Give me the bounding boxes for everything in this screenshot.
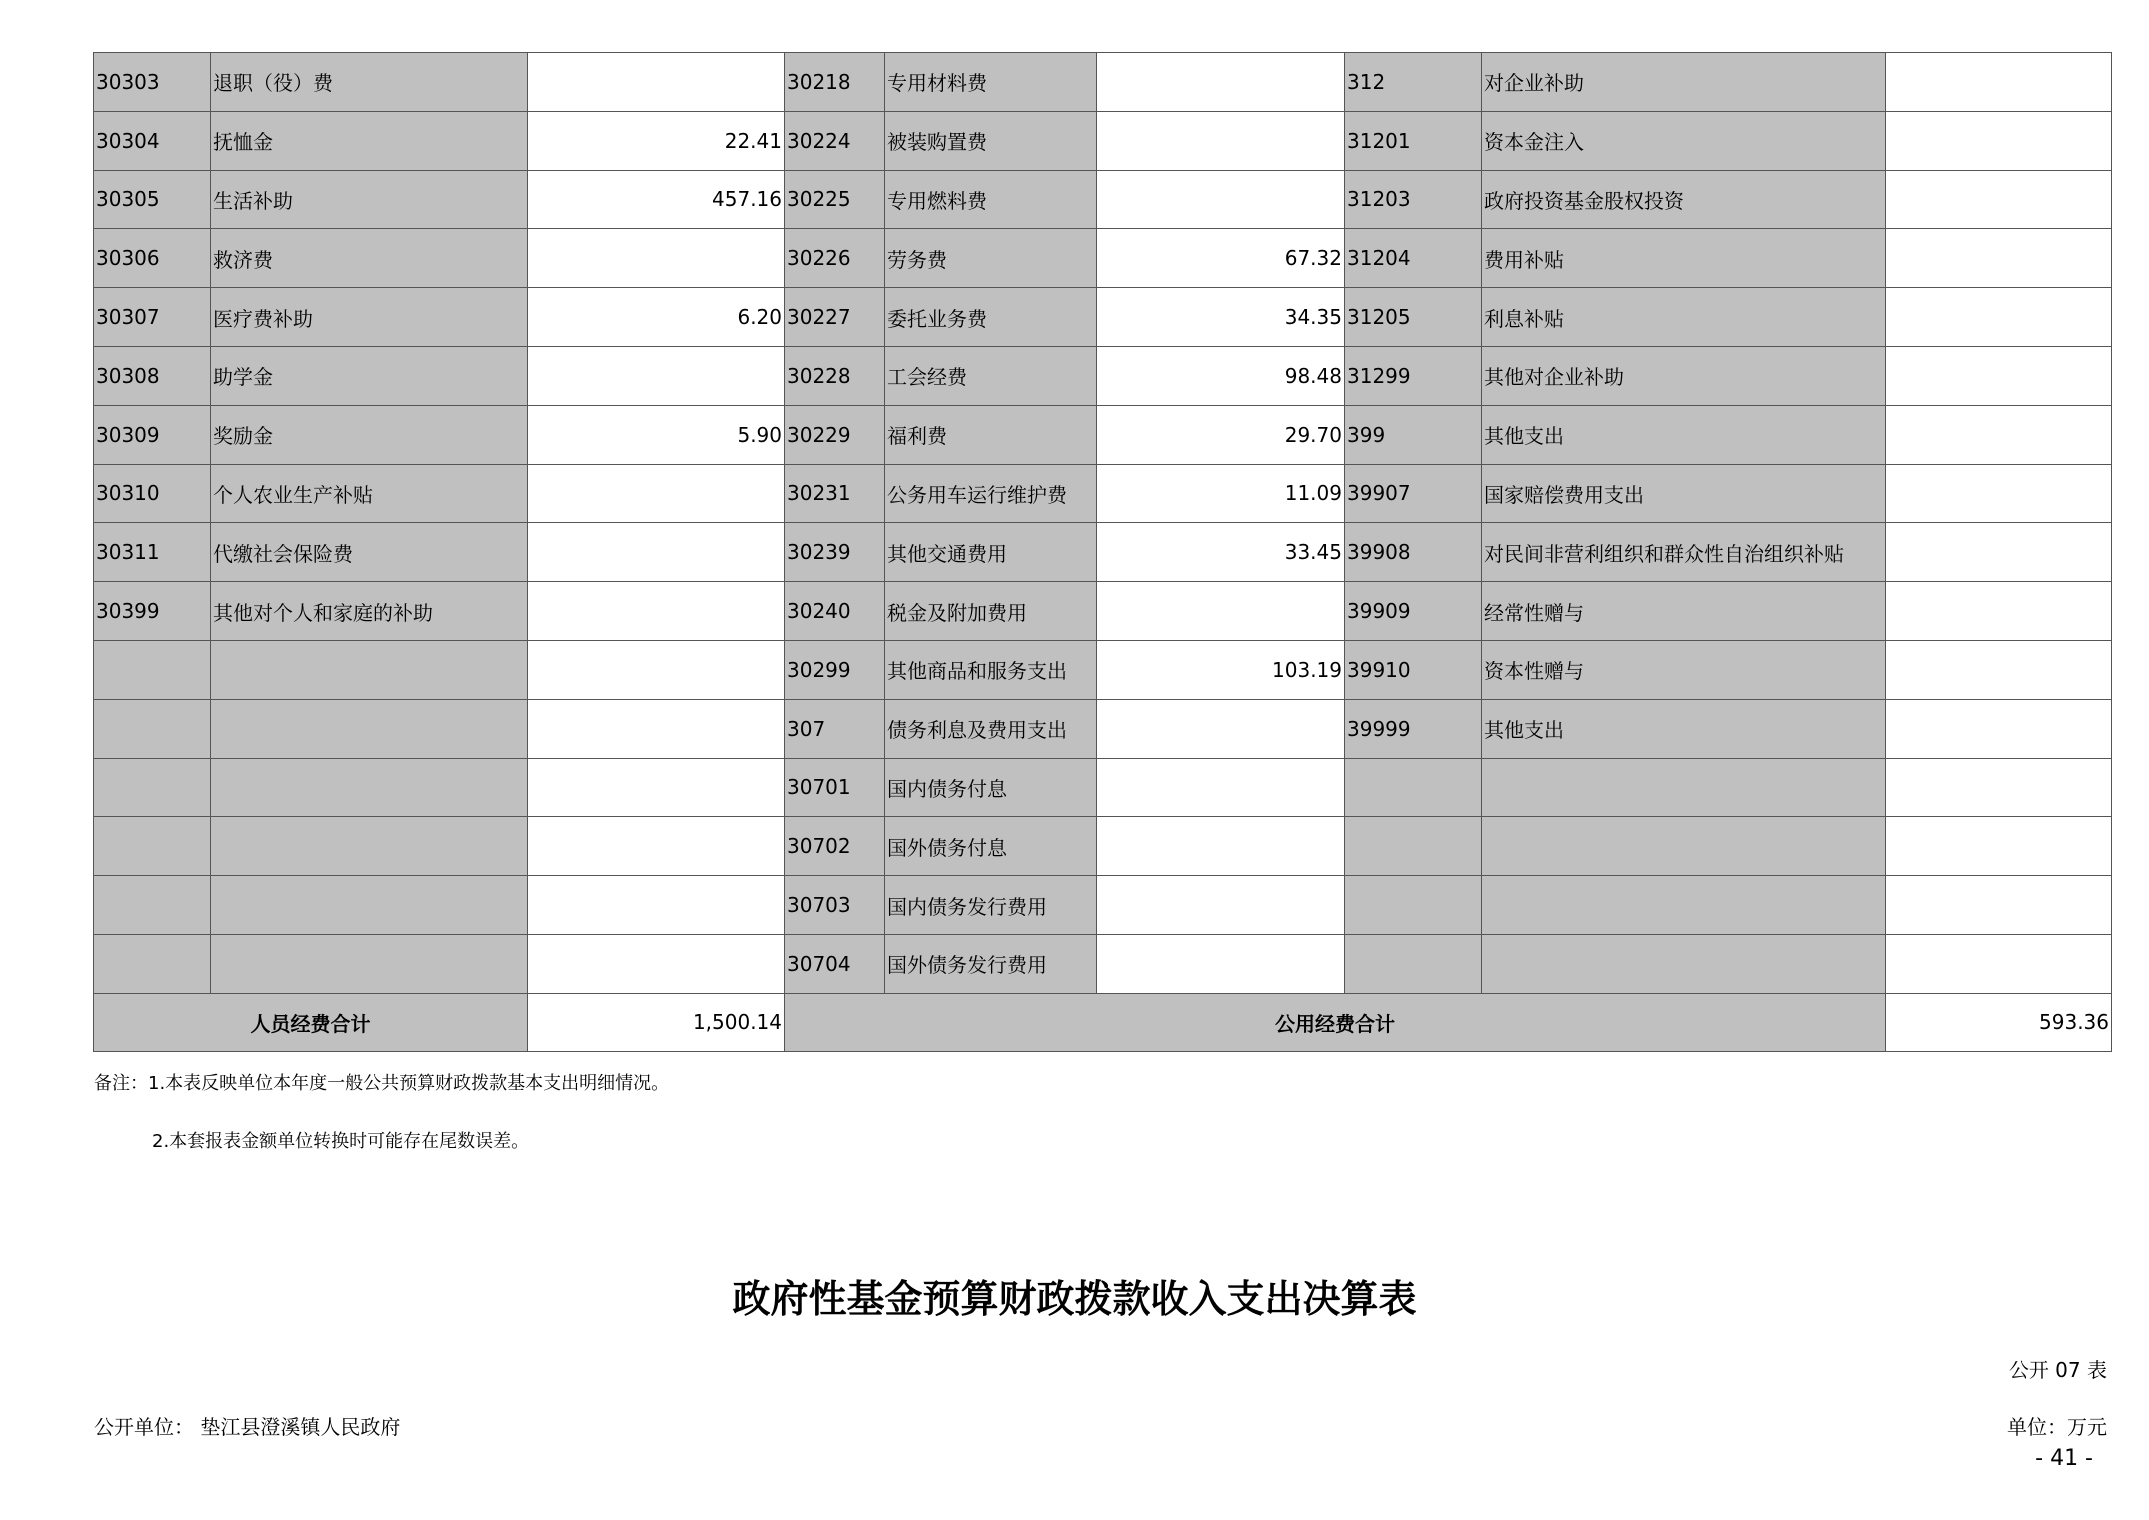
amount-1-cell xyxy=(528,53,785,112)
code-2-cell: 30702 xyxy=(785,817,885,876)
page-number: - 41 - xyxy=(2035,1446,2093,1471)
name-1-cell xyxy=(211,934,528,993)
code-1-cell: 30311 xyxy=(94,523,211,582)
name-2-cell: 其他商品和服务支出 xyxy=(885,640,1097,699)
amount-3-cell xyxy=(1886,758,2112,817)
amount-3-cell xyxy=(1886,229,2112,288)
name-1-cell: 抚恤金 xyxy=(211,111,528,170)
code-2-cell: 307 xyxy=(785,699,885,758)
amount-1-cell xyxy=(528,523,785,582)
code-3-cell: 31204 xyxy=(1345,229,1482,288)
amount-1-cell xyxy=(528,464,785,523)
code-1-cell xyxy=(94,876,211,935)
note-line-1: 备注：1.本表反映单位本年度一般公共预算财政拨款基本支出明细情况。 xyxy=(94,1073,670,1094)
code-3-cell: 39907 xyxy=(1345,464,1482,523)
amount-2-cell: 103.19 xyxy=(1097,640,1345,699)
code-3-cell: 39910 xyxy=(1345,640,1482,699)
table-row xyxy=(94,817,2112,876)
name-1-cell xyxy=(211,758,528,817)
amount-3-cell xyxy=(1886,464,2112,523)
table-row xyxy=(94,758,2112,817)
table-row xyxy=(94,464,2112,523)
name-3-cell: 其他支出 xyxy=(1482,405,1886,464)
code-3-cell xyxy=(1345,817,1482,876)
name-2-cell: 国内债务发行费用 xyxy=(885,876,1097,935)
amount-1-cell xyxy=(528,699,785,758)
amount-1-cell xyxy=(528,229,785,288)
code-3-cell xyxy=(1345,876,1482,935)
name-2-cell: 福利费 xyxy=(885,405,1097,464)
name-3-cell xyxy=(1482,934,1886,993)
code-1-cell: 30310 xyxy=(94,464,211,523)
amount-3-cell xyxy=(1886,817,2112,876)
code-1-cell: 30306 xyxy=(94,229,211,288)
amount-2-cell xyxy=(1097,934,1345,993)
name-2-cell: 其他交通费用 xyxy=(885,523,1097,582)
code-3-cell: 39999 xyxy=(1345,699,1482,758)
amount-2-cell: 98.48 xyxy=(1097,346,1345,405)
amount-3-cell xyxy=(1886,53,2112,112)
name-3-cell xyxy=(1482,876,1886,935)
name-2-cell: 劳务费 xyxy=(885,229,1097,288)
name-3-cell: 其他支出 xyxy=(1482,699,1886,758)
code-2-cell: 30231 xyxy=(785,464,885,523)
name-2-cell: 被装购置费 xyxy=(885,111,1097,170)
amount-1-cell: 457.16 xyxy=(528,170,785,229)
code-3-cell: 31201 xyxy=(1345,111,1482,170)
name-1-cell: 医疗费补助 xyxy=(211,288,528,347)
amount-1-cell xyxy=(528,817,785,876)
amount-1-cell xyxy=(528,346,785,405)
amount-3-cell xyxy=(1886,405,2112,464)
public-total-label: 公用经费合计 xyxy=(785,993,1886,1051)
amount-2-cell xyxy=(1097,817,1345,876)
amount-1-cell xyxy=(528,934,785,993)
code-3-cell: 31205 xyxy=(1345,288,1482,347)
code-1-cell: 30303 xyxy=(94,53,211,112)
amount-3-cell xyxy=(1886,346,2112,405)
name-3-cell: 对民间非营利组织和群众性自治组织补贴 xyxy=(1482,523,1886,582)
code-2-cell: 30703 xyxy=(785,876,885,935)
name-1-cell xyxy=(211,876,528,935)
amount-3-cell xyxy=(1886,523,2112,582)
code-3-cell: 399 xyxy=(1345,405,1482,464)
name-2-cell: 国外债务发行费用 xyxy=(885,934,1097,993)
currency-unit: 单位：万元 xyxy=(2007,1415,2107,1439)
amount-2-cell xyxy=(1097,170,1345,229)
name-3-cell: 其他对企业补助 xyxy=(1482,346,1886,405)
name-2-cell: 债务利息及费用支出 xyxy=(885,699,1097,758)
name-3-cell: 经常性赠与 xyxy=(1482,582,1886,641)
table-row xyxy=(94,934,2112,993)
amount-3-cell xyxy=(1886,582,2112,641)
code-1-cell xyxy=(94,758,211,817)
name-3-cell xyxy=(1482,758,1886,817)
amount-2-cell xyxy=(1097,699,1345,758)
table-row xyxy=(94,523,2112,582)
name-2-cell: 国内债务付息 xyxy=(885,758,1097,817)
amount-1-cell xyxy=(528,582,785,641)
amount-2-cell: 34.35 xyxy=(1097,288,1345,347)
name-3-cell: 资本金注入 xyxy=(1482,111,1886,170)
code-2-cell: 30224 xyxy=(785,111,885,170)
amount-2-cell xyxy=(1097,582,1345,641)
personnel-total-value: 1,500.14 xyxy=(528,993,785,1051)
amount-3-cell xyxy=(1886,288,2112,347)
name-1-cell: 退职（役）费 xyxy=(211,53,528,112)
code-3-cell: 39909 xyxy=(1345,582,1482,641)
name-2-cell: 公务用车运行维护费 xyxy=(885,464,1097,523)
code-3-cell xyxy=(1345,934,1482,993)
name-2-cell: 工会经费 xyxy=(885,346,1097,405)
code-1-cell: 30304 xyxy=(94,111,211,170)
amount-1-cell: 5.90 xyxy=(528,405,785,464)
table-row xyxy=(94,288,2112,347)
amount-2-cell: 33.45 xyxy=(1097,523,1345,582)
table-row xyxy=(94,699,2112,758)
code-2-cell: 30299 xyxy=(785,640,885,699)
amount-2-cell xyxy=(1097,758,1345,817)
amount-1-cell xyxy=(528,876,785,935)
code-1-cell xyxy=(94,817,211,876)
code-3-cell: 31299 xyxy=(1345,346,1482,405)
expenditure-detail-table xyxy=(93,52,2112,1052)
amount-2-cell xyxy=(1097,876,1345,935)
note-line-2: 2.本套报表金额单位转换时可能存在尾数误差。 xyxy=(152,1131,530,1152)
amount-1-cell: 22.41 xyxy=(528,111,785,170)
name-3-cell xyxy=(1482,817,1886,876)
table-row xyxy=(94,53,2112,112)
amount-3-cell xyxy=(1886,934,2112,993)
amount-2-cell xyxy=(1097,53,1345,112)
table-row xyxy=(94,170,2112,229)
table-row xyxy=(94,346,2112,405)
amount-3-cell xyxy=(1886,170,2112,229)
amount-2-cell: 29.70 xyxy=(1097,405,1345,464)
name-1-cell xyxy=(211,640,528,699)
table-row xyxy=(94,405,2112,464)
name-1-cell xyxy=(211,699,528,758)
amount-1-cell: 6.20 xyxy=(528,288,785,347)
amount-2-cell: 67.32 xyxy=(1097,229,1345,288)
name-1-cell: 生活补助 xyxy=(211,170,528,229)
table-row xyxy=(94,229,2112,288)
reporting-unit: 公开单位： 垫江县澄溪镇人民政府 xyxy=(94,1415,401,1439)
table-row xyxy=(94,582,2112,641)
amount-3-cell xyxy=(1886,111,2112,170)
name-3-cell: 国家赔偿费用支出 xyxy=(1482,464,1886,523)
code-2-cell: 30704 xyxy=(785,934,885,993)
code-1-cell xyxy=(94,934,211,993)
totals-row xyxy=(94,993,2112,1051)
name-2-cell: 委托业务费 xyxy=(885,288,1097,347)
name-1-cell: 奖励金 xyxy=(211,405,528,464)
name-3-cell: 费用补贴 xyxy=(1482,229,1886,288)
code-1-cell: 30307 xyxy=(94,288,211,347)
amount-2-cell: 11.09 xyxy=(1097,464,1345,523)
name-1-cell: 代缴社会保险费 xyxy=(211,523,528,582)
name-1-cell: 其他对个人和家庭的补助 xyxy=(211,582,528,641)
public-total-value: 593.36 xyxy=(1886,993,2112,1051)
next-table-title: 政府性基金预算财政拨款收入支出决算表 xyxy=(732,1277,1417,1321)
code-3-cell: 312 xyxy=(1345,53,1482,112)
code-2-cell: 30225 xyxy=(785,170,885,229)
code-2-cell: 30226 xyxy=(785,229,885,288)
code-1-cell: 30399 xyxy=(94,582,211,641)
amount-3-cell xyxy=(1886,876,2112,935)
form-number: 公开 07 表 xyxy=(2008,1358,2107,1382)
name-3-cell: 资本性赠与 xyxy=(1482,640,1886,699)
code-2-cell: 30218 xyxy=(785,53,885,112)
name-3-cell: 对企业补助 xyxy=(1482,53,1886,112)
name-1-cell: 救济费 xyxy=(211,229,528,288)
name-2-cell: 国外债务付息 xyxy=(885,817,1097,876)
name-2-cell: 专用燃料费 xyxy=(885,170,1097,229)
name-3-cell: 利息补贴 xyxy=(1482,288,1886,347)
amount-2-cell xyxy=(1097,111,1345,170)
code-1-cell: 30305 xyxy=(94,170,211,229)
table-row xyxy=(94,111,2112,170)
code-2-cell: 30229 xyxy=(785,405,885,464)
name-1-cell: 助学金 xyxy=(211,346,528,405)
code-2-cell: 30228 xyxy=(785,346,885,405)
personnel-total-label: 人员经费合计 xyxy=(94,993,528,1051)
code-1-cell: 30308 xyxy=(94,346,211,405)
code-3-cell xyxy=(1345,758,1482,817)
code-1-cell xyxy=(94,699,211,758)
amount-3-cell xyxy=(1886,640,2112,699)
name-1-cell: 个人农业生产补贴 xyxy=(211,464,528,523)
code-1-cell xyxy=(94,640,211,699)
name-2-cell: 专用材料费 xyxy=(885,53,1097,112)
code-3-cell: 39908 xyxy=(1345,523,1482,582)
table-row xyxy=(94,640,2112,699)
code-3-cell: 31203 xyxy=(1345,170,1482,229)
code-2-cell: 30227 xyxy=(785,288,885,347)
code-2-cell: 30239 xyxy=(785,523,885,582)
amount-1-cell xyxy=(528,640,785,699)
amount-3-cell xyxy=(1886,699,2112,758)
name-2-cell: 税金及附加费用 xyxy=(885,582,1097,641)
code-2-cell: 30240 xyxy=(785,582,885,641)
name-1-cell xyxy=(211,817,528,876)
code-1-cell: 30309 xyxy=(94,405,211,464)
code-2-cell: 30701 xyxy=(785,758,885,817)
name-3-cell: 政府投资基金股权投资 xyxy=(1482,170,1886,229)
amount-1-cell xyxy=(528,758,785,817)
table-row xyxy=(94,876,2112,935)
